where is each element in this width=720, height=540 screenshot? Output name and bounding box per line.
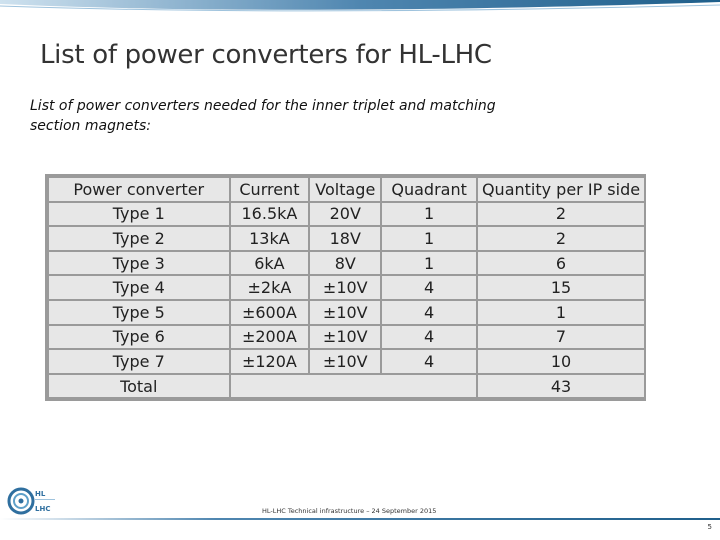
logo-text: HL (35, 490, 46, 498)
total-value: 43 (478, 375, 644, 398)
cell-quantity: 2 (478, 227, 644, 250)
hl-lhc-logo (6, 484, 76, 518)
power-converter-table-frame (45, 174, 646, 401)
table-row (49, 276, 644, 299)
cell-quadrant: 1 (382, 252, 476, 275)
table-row (49, 203, 644, 226)
logo-subtext: LHC (35, 505, 51, 513)
power-converter-table (47, 176, 646, 399)
top-decorative-band (0, 0, 720, 14)
cell-current: 6kA (231, 252, 309, 275)
header-current: Current (231, 178, 309, 201)
cell-type: Type 4 (49, 276, 229, 299)
table-row (49, 350, 644, 373)
cell-quadrant: 4 (382, 301, 476, 324)
cell-quadrant: 1 (382, 203, 476, 226)
cell-voltage: 18V (310, 227, 380, 250)
cell-voltage: ±10V (310, 301, 380, 324)
table-header-row (49, 178, 644, 201)
cell-current: ±600A (231, 301, 309, 324)
cell-quantity: 6 (478, 252, 644, 275)
cell-quadrant: 4 (382, 350, 476, 373)
table-row (49, 326, 644, 349)
cell-quantity: 7 (478, 326, 644, 349)
table-row (49, 301, 644, 324)
cell-quantity: 10 (478, 350, 644, 373)
slide-footer: HL-LHC Technical infrastructure – 24 September 2015 (262, 507, 437, 515)
cell-current: 13kA (231, 227, 309, 250)
cell-voltage: 20V (310, 203, 380, 226)
cell-quadrant: 4 (382, 276, 476, 299)
cell-voltage: 8V (310, 252, 380, 275)
cell-type: Type 7 (49, 350, 229, 373)
cell-current: ±2kA (231, 276, 309, 299)
header-power-converter: Power converter (49, 178, 229, 201)
header-voltage: Voltage (310, 178, 380, 201)
table-row (49, 227, 644, 250)
cell-quadrant: 1 (382, 227, 476, 250)
bottom-decorative-line (0, 518, 720, 521)
total-empty-cell (231, 375, 477, 398)
header-quantity-per-ip-side: Quantity per IP side (478, 178, 644, 201)
cell-quantity: 15 (478, 276, 644, 299)
cell-type: Type 5 (49, 301, 229, 324)
cell-voltage: ±10V (310, 350, 380, 373)
cell-voltage: ±10V (310, 276, 380, 299)
cell-quantity: 1 (478, 301, 644, 324)
slide-subtitle: List of power converters needed for the inner triplet and matching section magnets: (30, 98, 496, 134)
cell-current: ±200A (231, 326, 309, 349)
cell-type: Type 2 (49, 227, 229, 250)
cell-type: Type 3 (49, 252, 229, 275)
cell-current: 16.5kA (231, 203, 309, 226)
cell-quantity: 2 (478, 203, 644, 226)
cell-type: Type 6 (49, 326, 229, 349)
cell-current: ±120A (231, 350, 309, 373)
slide-title: List of power converters for HL-LHC (40, 40, 492, 70)
cell-quadrant: 4 (382, 326, 476, 349)
page-number: 5 (707, 523, 712, 531)
cell-type: Type 1 (49, 203, 229, 226)
header-quadrant: Quadrant (382, 178, 476, 201)
table-total-row (49, 375, 644, 398)
total-label: Total (49, 375, 229, 398)
table-row (49, 252, 644, 275)
cell-voltage: ±10V (310, 326, 380, 349)
